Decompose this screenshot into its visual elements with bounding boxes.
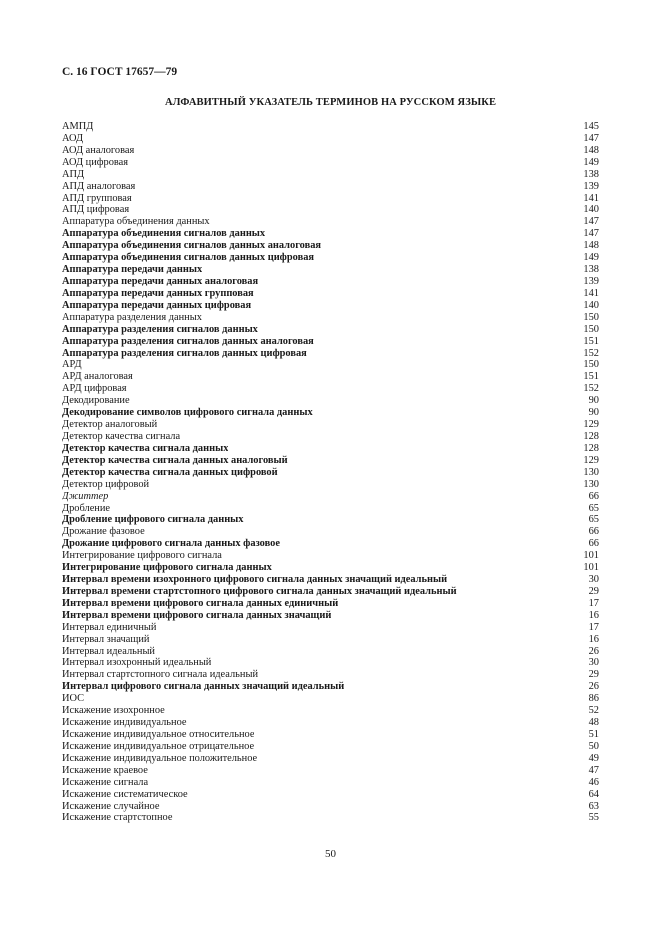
index-entry bbox=[62, 169, 599, 181]
index-entry bbox=[62, 634, 599, 646]
index-entry bbox=[62, 383, 599, 395]
index-term-number: 90 bbox=[588, 407, 599, 419]
index-term-number: 130 bbox=[583, 478, 599, 490]
index-term-number: 16 bbox=[588, 633, 599, 645]
index-term: АОД аналоговая bbox=[62, 144, 135, 156]
index-term-number: 145 bbox=[583, 121, 599, 132]
index-term-number: 147 bbox=[583, 132, 599, 144]
index-term: АПД аналоговая bbox=[62, 180, 136, 192]
index-entry bbox=[62, 300, 599, 312]
index-entry bbox=[62, 550, 599, 562]
index-entry bbox=[62, 753, 599, 765]
index-term: Детектор цифровой bbox=[62, 478, 150, 490]
index-term-number: 101 bbox=[583, 550, 599, 562]
index-term-number: 151 bbox=[583, 335, 599, 347]
index-entry bbox=[62, 681, 599, 693]
index-term-number: 129 bbox=[583, 454, 599, 466]
page-header: С. 16 ГОСТ 17657—79 bbox=[62, 66, 178, 78]
index-term: АОД цифровая bbox=[62, 156, 129, 168]
index-term: Интервал времени цифрового сигнала данных значащий bbox=[62, 609, 332, 621]
index-term-number: 138 bbox=[583, 168, 599, 180]
index-entry bbox=[62, 646, 599, 658]
index-term-number: 52 bbox=[588, 705, 599, 717]
index-term-number: 149 bbox=[583, 156, 599, 168]
index-term: Аппаратура передачи данных аналоговая bbox=[62, 275, 259, 287]
index-term: Дробление цифрового сигнала данных bbox=[62, 514, 244, 526]
index-term-number: 29 bbox=[588, 585, 599, 597]
index-entry bbox=[62, 431, 599, 443]
index-term-number: 140 bbox=[583, 299, 599, 311]
index-term-number: 51 bbox=[588, 729, 599, 741]
index-term: Искажение индивидуальное положительное bbox=[62, 752, 258, 764]
index-term: Искажение индивидуальное относительное bbox=[62, 729, 255, 741]
index-term-number: 140 bbox=[583, 204, 599, 216]
index-term-number: 147 bbox=[583, 216, 599, 228]
index-entry bbox=[62, 467, 599, 479]
index-term: АПД групповая bbox=[62, 192, 132, 204]
index-term-number: 129 bbox=[583, 419, 599, 431]
index-entry bbox=[62, 574, 599, 586]
index-entry bbox=[62, 503, 599, 515]
index-entry bbox=[62, 741, 599, 753]
index-term-number: 151 bbox=[583, 371, 599, 383]
index-term: Искажение индивидуальное bbox=[62, 717, 187, 729]
index-term-number: 152 bbox=[583, 383, 599, 395]
index-term: Аппаратура передачи данных bbox=[62, 264, 203, 276]
index-term-number: 30 bbox=[588, 657, 599, 669]
index-term-number: 138 bbox=[583, 264, 599, 276]
index-term-number: 90 bbox=[588, 395, 599, 407]
index-term-number: 63 bbox=[588, 800, 599, 812]
index-term: Дрожание цифрового сигнала данных фазовое bbox=[62, 538, 280, 550]
index-term-number: 66 bbox=[588, 490, 599, 502]
index-entry bbox=[62, 216, 599, 228]
index-term: АРД аналоговая bbox=[62, 371, 133, 383]
index-entry bbox=[62, 336, 599, 348]
index-term-number: 147 bbox=[583, 228, 599, 240]
index-entry bbox=[62, 133, 599, 145]
index-term-number: 46 bbox=[588, 776, 599, 788]
index-entry bbox=[62, 240, 599, 252]
index-term: Детектор качества сигнала данных bbox=[62, 442, 229, 454]
index-term: Аппаратура передачи данных групповая bbox=[62, 287, 254, 299]
index-entry bbox=[62, 812, 599, 824]
index-term-number: 150 bbox=[583, 311, 599, 323]
index-entry bbox=[62, 371, 599, 383]
index-term: Интервал изохронный идеальный bbox=[62, 657, 212, 669]
index-entry bbox=[62, 193, 599, 205]
index-entry bbox=[62, 669, 599, 681]
index-term: Интервал цифрового сигнала данных значащий идеальный bbox=[62, 681, 345, 693]
index-term: Аппаратура разделения сигналов данных аналоговая bbox=[62, 335, 314, 347]
index-term-number: 65 bbox=[588, 502, 599, 514]
index-entry bbox=[62, 204, 599, 216]
index-term-number: 65 bbox=[588, 514, 599, 526]
index-term: Интегрирование цифрового сигнала данных bbox=[62, 562, 272, 574]
index-entry bbox=[62, 562, 599, 574]
index-term: АМПД bbox=[62, 121, 94, 132]
index-entry bbox=[62, 276, 599, 288]
index-term: Дробление bbox=[62, 502, 111, 514]
index-term-number: 130 bbox=[583, 466, 599, 478]
index-entry bbox=[62, 789, 599, 801]
index-term: АПД bbox=[62, 168, 85, 180]
index-entry bbox=[62, 443, 599, 455]
index-term: Интервал времени изохронного цифрового сигнала данных значащий идеальный bbox=[62, 574, 448, 586]
index-entry bbox=[62, 491, 599, 503]
index-term-number: 148 bbox=[583, 144, 599, 156]
index-entry bbox=[62, 228, 599, 240]
index-term-number: 48 bbox=[588, 717, 599, 729]
index-entry bbox=[62, 801, 599, 813]
index-term-number: 141 bbox=[583, 287, 599, 299]
index-entry bbox=[62, 526, 599, 538]
index-entry bbox=[62, 288, 599, 300]
index-term-number: 64 bbox=[588, 788, 599, 800]
index-entry bbox=[62, 252, 599, 264]
index-entry bbox=[62, 657, 599, 669]
index-entry bbox=[62, 264, 599, 276]
index-entry bbox=[62, 622, 599, 634]
index-term: Аппаратура разделения данных bbox=[62, 311, 202, 323]
index-term-number: 49 bbox=[588, 752, 599, 764]
index-entry bbox=[62, 514, 599, 526]
index-term: Искажение индивидуальное отрицательное bbox=[62, 740, 255, 752]
index-term-number: 150 bbox=[583, 323, 599, 335]
index-term-number: 141 bbox=[583, 192, 599, 204]
index-term: АРД bbox=[62, 359, 82, 371]
index-entry bbox=[62, 479, 599, 491]
index-term: Детектор качества сигнала bbox=[62, 430, 181, 442]
index-term: АПД цифровая bbox=[62, 204, 130, 216]
index-entry bbox=[62, 777, 599, 789]
index-term: Искажение стартстопное bbox=[62, 812, 173, 824]
index-term: АОД bbox=[62, 132, 84, 144]
index-term-number: 150 bbox=[583, 359, 599, 371]
index-term-number: 139 bbox=[583, 275, 599, 287]
index-term: Интервал идеальный bbox=[62, 645, 155, 657]
index-entry bbox=[62, 765, 599, 777]
index-term-number: 148 bbox=[583, 240, 599, 252]
index-entry bbox=[62, 693, 599, 705]
index-term-number: 101 bbox=[583, 562, 599, 574]
index-term: Аппаратура разделения сигналов данных bbox=[62, 323, 258, 335]
index-term-number: 128 bbox=[583, 442, 599, 454]
index-term: Детектор качества сигнала данных цифровой bbox=[62, 466, 278, 478]
index-entry bbox=[62, 610, 599, 622]
index-term: Аппаратура разделения сигналов данных цифровая bbox=[62, 347, 307, 359]
index-term-number: 128 bbox=[583, 430, 599, 442]
index-term-number: 50 bbox=[588, 740, 599, 752]
index-term: Детектор аналоговый bbox=[62, 419, 158, 431]
index-term-number: 66 bbox=[588, 526, 599, 538]
index-term: Искажение случайное bbox=[62, 800, 160, 812]
index-entry bbox=[62, 729, 599, 741]
index-term: Интервал стартстопного сигнала идеальный bbox=[62, 669, 259, 681]
index-term: АРД цифровая bbox=[62, 383, 127, 395]
index-entry bbox=[62, 395, 599, 407]
index-entry bbox=[62, 407, 599, 419]
index-entry bbox=[62, 538, 599, 550]
index-title: АЛФАВИТНЫЙ УКАЗАТЕЛЬ ТЕРМИНОВ НА РУССКОМ ЯЗЫКЕ bbox=[164, 97, 497, 108]
index-entry bbox=[62, 312, 599, 324]
index-term: ИОС bbox=[62, 693, 85, 705]
index-term-number: 17 bbox=[588, 597, 599, 609]
term-index-list bbox=[62, 121, 599, 824]
index-term: Джиттер bbox=[62, 490, 109, 502]
index-term: Аппаратура объединения сигналов данных аналоговая bbox=[62, 240, 322, 252]
index-term-number: 149 bbox=[583, 252, 599, 264]
index-term-number: 66 bbox=[588, 538, 599, 550]
index-entry bbox=[62, 705, 599, 717]
index-term: Искажение систематическое bbox=[62, 788, 188, 800]
index-term-number: 30 bbox=[588, 574, 599, 586]
index-term: Интервал единичный bbox=[62, 621, 157, 633]
index-term: Декодирование символов цифрового сигнала данных bbox=[62, 407, 313, 419]
index-entry bbox=[62, 145, 599, 157]
index-term: Декодирование bbox=[62, 395, 130, 407]
index-term: Интервал времени стартстопного цифрового сигнала данных значащий идеальный bbox=[62, 585, 457, 597]
index-term: Искажение краевое bbox=[62, 764, 148, 776]
index-term: Аппаратура объединения сигналов данных цифровая bbox=[62, 252, 315, 264]
index-term: Искажение сигнала bbox=[62, 776, 149, 788]
page-number: 50 bbox=[325, 848, 336, 860]
index-term-number: 55 bbox=[588, 812, 599, 824]
index-term-number: 26 bbox=[588, 681, 599, 693]
index-term: Интервал значащий bbox=[62, 633, 150, 645]
index-term: Аппаратура объединения сигналов данных bbox=[62, 228, 266, 240]
index-entry bbox=[62, 455, 599, 467]
index-term: Дрожание фазовое bbox=[62, 526, 145, 538]
index-term-number: 16 bbox=[588, 609, 599, 621]
index-term: Аппаратура объединения данных bbox=[62, 216, 210, 228]
index-term-number: 17 bbox=[588, 621, 599, 633]
index-term: Интервал времени цифрового сигнала данных единичный bbox=[62, 597, 339, 609]
index-term-number: 47 bbox=[588, 764, 599, 776]
index-term-number: 26 bbox=[588, 645, 599, 657]
index-term-number: 139 bbox=[583, 180, 599, 192]
index-term: Детектор качества сигнала данных аналоговый bbox=[62, 454, 288, 466]
index-term: Аппаратура передачи данных цифровая bbox=[62, 299, 252, 311]
index-entry bbox=[62, 359, 599, 371]
index-entry bbox=[62, 348, 599, 360]
index-entry bbox=[62, 598, 599, 610]
index-entry bbox=[62, 586, 599, 598]
index-term-number: 152 bbox=[583, 347, 599, 359]
index-term: Интегрирование цифрового сигнала bbox=[62, 550, 222, 562]
index-entry bbox=[62, 121, 599, 133]
index-term-number: 86 bbox=[588, 693, 599, 705]
index-term: Искажение изохронное bbox=[62, 705, 165, 717]
index-entry bbox=[62, 717, 599, 729]
index-entry bbox=[62, 181, 599, 193]
index-entry bbox=[62, 324, 599, 336]
index-term-number: 29 bbox=[588, 669, 599, 681]
index-entry bbox=[62, 157, 599, 169]
index-entry bbox=[62, 419, 599, 431]
